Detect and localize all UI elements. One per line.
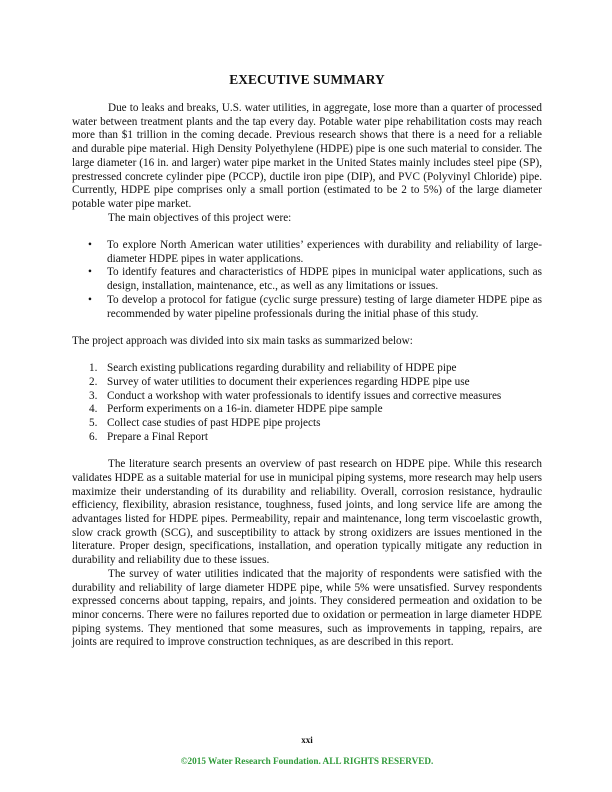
task-text: Collect case studies of past HDPE pipe projects [107,417,321,430]
objectives-intro: The main objectives of this project were: [108,211,292,224]
task-number: 3. [89,389,98,402]
task-text: Search existing publications regarding durability and reliability of HDPE pipe [107,362,457,375]
task-text: Perform experiments on a 16-in. diameter HDPE pipe sample [107,403,383,416]
task-number: 5. [89,417,98,430]
task-number: 6. [89,430,98,443]
list-item: • To develop a protocol for fatigue (cyclic surge pressure) testing of large diameter HDPE pipe as recommended by water pipeline professionals during the initial phase of this study. [72,294,542,321]
task-number: 1. [89,362,98,375]
literature-paragraph: The literature search presents an overview of past research on HDPE pipe. While this research validates HDPE as a suitable material for use in municipal piping systems, more research may help users maximize their understanding of its durability and reliability. Overall, corrosion resistance, hydraulic efficiency, flexibility, abrasion resistance, toughness, fused joints, and long service life are among the advantages listed for HDPE pipes. Permeability, repair and maintenance, long term viscoelastic growth, slow crack growth (SCG), and susceptibility to attack by strong oxidizers are issues mentioned in the literature. Proper design, specifications, installation, and operation typically mitigate any reduction in durability and reliability due to these issues. [72,458,542,567]
list-item [72,431,542,445]
list-item [72,417,542,431]
body-text [72,102,542,650]
task-number: 4. [89,403,98,416]
objectives-list [72,239,542,321]
list-item [72,403,542,417]
task-text: Survey of water utilities to document their experiences regarding HDPE pipe use [107,376,470,389]
list-item: • To explore North American water utilities’ experiences with durability and reliability of large-diameter HDPE pipes in water applications. [72,239,542,266]
tasks-list [72,362,542,444]
task-text: Prepare a Final Report [107,430,208,443]
page-title: EXECUTIVE SUMMARY [229,72,385,87]
intro-paragraph: Due to leaks and breaks, U.S. water utilities, in aggregate, lose more than a quarter of processed water between treatment plants and the tap every day. Potable water pipe rehabilitation costs may reach more than $1 trillion in the coming decade. Previous research shows that there is a need for a reliable and durable pipe material. High Density Polyethylene (HDPE) pipe is one such material to consider. The large diameter (16 in. and larger) water pipe market in the United States mainly includes steel pipe (SP), prestressed concrete cylinder pipe (PCCP), ductile iron pipe (DIP), and PVC (Polyvinyl Chloride) pipe. Currently, HDPE pipe comprises only a small portion (estimated to be 2 to 5%) of the large diameter potable water pipe market. [72,102,542,210]
list-item [72,390,542,404]
task-text: Conduct a workshop with water professionals to identify issues and corrective measures [107,389,502,402]
list-item [72,362,542,376]
copyright-footer: ©2015 Water Research Foundation. ALL RIGHTS RESERVED. [180,756,434,766]
list-item [72,376,542,390]
page-number: xxi [301,735,313,745]
list-item: • To identify features and characteristics of HDPE pipes in municipal water applications, such as design, installation, maintenance, etc., as well as any limitations or issues. [72,266,542,293]
survey-paragraph: The survey of water utilities indicated that the majority of respondents were satisfied with the durability and reliability of large diameter HDPE pipe, while 5% were unsatisfied. Survey respondents expressed concerns about tapping, repairs, and joints. They considered permeation and oxidation to be minor concerns. There were no failures reported due to oxidation or permeation in large diameter HDPE piping systems. They mentioned that some measures, such as improvements in tapping, repairs, are joints are required to improve construction techniques, as are described in this report. [72,567,542,649]
task-number: 2. [89,376,98,389]
approach-intro: The project approach was divided into six main tasks as summarized below: [72,334,413,347]
